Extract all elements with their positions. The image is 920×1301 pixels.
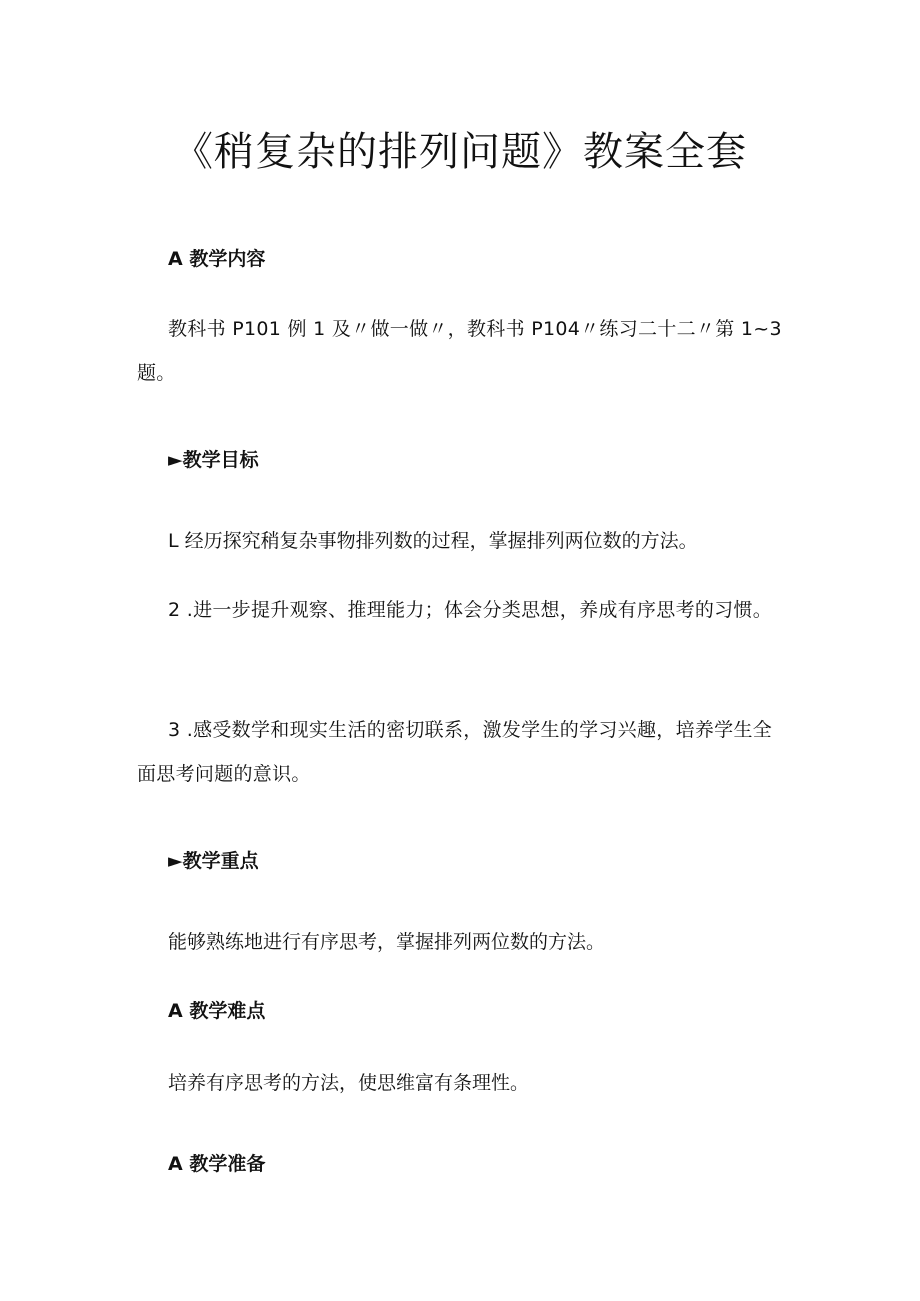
content-paragraph: 教科书 P101 例 1 及〃做一做〃，教科书 P104〃练习二十二〃第 1~3 题。 — [137, 318, 782, 384]
key-points-paragraph: 能够熟练地进行有序思考，掌握排列两位数的方法。 — [168, 931, 606, 953]
section-heading-content: A 教学内容 — [168, 248, 266, 270]
section-heading-difficulty: A 教学难点 — [168, 1000, 266, 1022]
difficulty-paragraph: 培养有序思考的方法，使思维富有条理性。 — [168, 1072, 530, 1094]
section-heading-preparation: A 教学准备 — [168, 1153, 266, 1175]
section-heading-key-points: ►教学重点 — [168, 850, 259, 872]
goal-item-2: 2 .进一步提升观察、推理能力；体会分类思想，养成有序思考的习惯。 — [168, 599, 773, 621]
goal-item-3: 3 .感受数学和现实生活的密切联系，激发学生的学习兴趣，培养学生全面思考问题的意识。 — [137, 719, 773, 785]
goal-item-1: L 经历探究稍复杂事物排列数的过程，掌握排列两位数的方法。 — [168, 530, 698, 552]
section-heading-goals: ►教学目标 — [168, 449, 259, 471]
document-title: 《稍复杂的排列问题》教案全套 — [173, 129, 747, 175]
